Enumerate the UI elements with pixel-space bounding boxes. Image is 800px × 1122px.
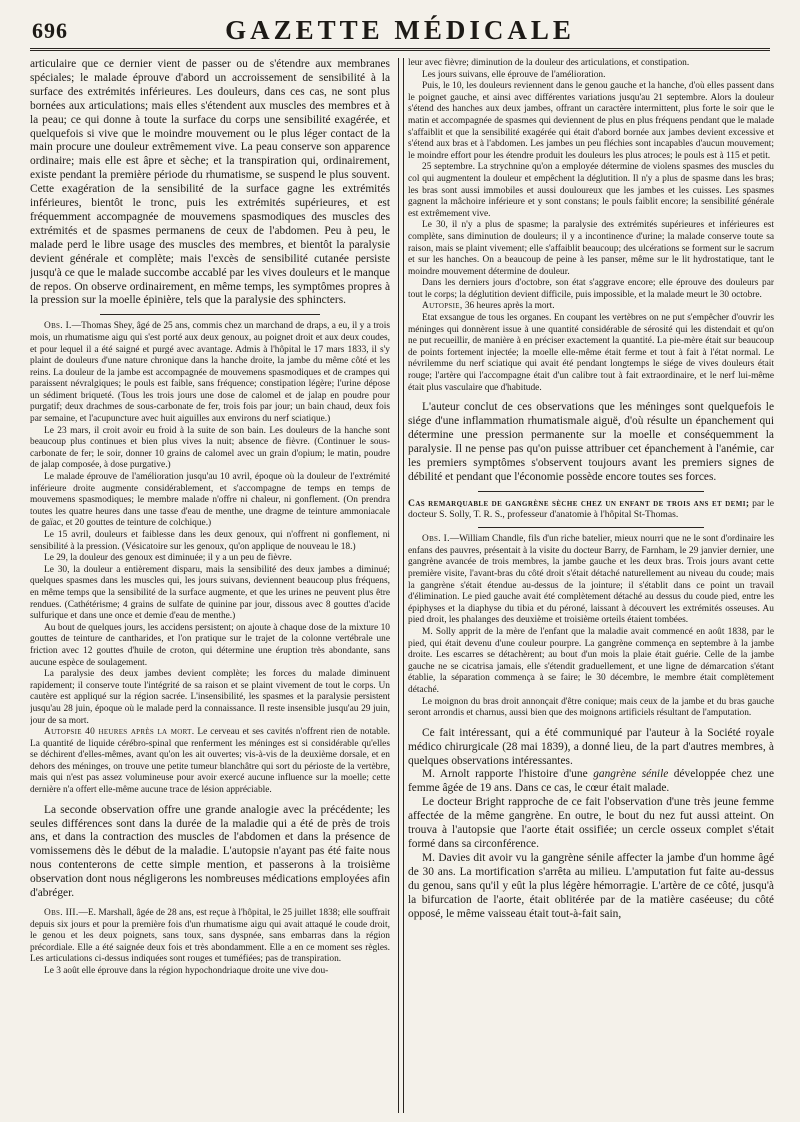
autopsy-label: Autopsie 40 heures après la mort. [44, 727, 195, 738]
autopsy-text: 36 heures après la mort. [462, 301, 555, 312]
observation-3 [30, 908, 390, 966]
observation-text: —E. Marshall, âgée de 28 ans, est reçue à l'hôpital, le 25 juillet 1838; elle souffrait depuis six jours et pour la première fois d'un rhumatisme aigu qui avait attaqué le coude droit, le genou et les deux poignets, sans toux, sans dyspnée, sans embarras dans la région précordiale. Elle a été saignée deux fois et très abondamment. Elle a en ce moment ses règles. Les articulations ci-dessus indiquées sont rouges et tuméfiées; pas de transpiration. [30, 908, 390, 965]
observation-paragraph: Le malade éprouve de l'amélioration jusqu'au 10 avril, époque où la douleur de l'extrémité inférieure droite augmente considérablement, et s'accompagne de temps en temps de mouvemens spasmodiques; le membre malade n'offre ni chaleur, ni gonflement. (On prendra toutes les quatre heures dans une tasse d'eau de menthe, une dragme de teinture ammoniacale de gaïac, et 20 gouttes de teinture de colchique.) [30, 472, 390, 529]
observation-paragraph: La paralysie des deux jambes devient complète; les forces du malade diminuent rapidement; il conserve toute l'intégrité de sa raison et se plaint vivement de tout le corps. Un cautère est appliqué sur la région sacrée. L'insensibilité, les spasmes et la paralysie persistent jusqu'au 28 juin, époque où le malade perd la connaissance. Il reste insensible jusqu'au 29 juin, jour de sa mort. [30, 669, 390, 726]
section-title: Cas remarquable de gangrène sèche chez un enfant de trois ans et demi; [408, 497, 750, 509]
column-divider [398, 58, 404, 1113]
observation-label: Obs. I. [422, 534, 450, 545]
continued-paragraph: leur avec fièvre; diminution de la douleur des articulations, et constipation. [408, 58, 690, 68]
page-header [30, 12, 770, 51]
gangrene-observation-1 [408, 534, 774, 627]
right-column [408, 58, 774, 1116]
emphasized-term: gangrène sénile [593, 768, 669, 781]
observation-label: Obs. I. [44, 321, 72, 332]
conclusion-paragraph: L'auteur conclut de ces observations que les méninges sont quelquefois le siége d'une inflammation rhumatismale aiguë, d'où résulte un épanchement qui détermine une pression permanente sur la moelle et conséquemment la paralysie. Il ne pense pas qu'on puisse attribuer cet épanchement à l'anémie, car les premiers symptômes s'observent toujours avant les premiers signes de débilité et pendant que l'économie possède encore toutes ses forces. [408, 401, 774, 483]
autopsy-text: Le cerveau et ses cavités n'offrent rien de notable. La quantité de liquide cérébro-spinal que renferment les méninges est si considérable qu'elles se déchirent d'elles-mêmes, avant qu'on les ait ouvertes; vis-à-vis de la deuxième dorsale, et en dehors des méninges, on trouve une petite tumeur blanchâtre qui sort du périoste de la vertèbre, mais qui n'est pas assez volumineuse pour avoir exercé aucune influence sur la moelle; cette dernière n'a offert elle-même aucune trace de lésion appréciable. [30, 727, 390, 796]
autopsy-findings: Etat exsangue de tous les organes. En coupant les vertèbres on ne put s'empêcher d'ouvrir les méninges qui donnèrent issue à une quantité considérable de sérosité qui les distendait et qu'on ne put recueillir, de manière à en préciser exactement la quantité. La pie-mère était sur beaucoup de points fortement injectée; la moelle elle-même était ferme et tout à fait à l'état normal. Le névrilemme du nerf sciatique qui avait été pendant longtemps le siége de vives douleurs était rouge; l'artère qui l'accompagne était d'un calibre tout à fait extraordinaire, et le nerf lui-même était plus vasculaire que d'habitude. [408, 313, 774, 393]
observation-paragraph: Le 30, il n'y a plus de spasme; la paralysie des extrémités supérieures et inférieures est complète, sans diminution de douleurs; il y a incontinence d'urine; la malade conserve toute sa raison, mais se plaint vivement; elle s'affaiblit beaucoup; des ulcérations se forment sur le sacrum et sur les hanches. On a beaucoup de peine à les panser, même sur le lit hydrostatique, tant le moindre mouvement détermine de douleur. [408, 220, 774, 277]
observation-paragraph: Dans les derniers jours d'octobre, son état s'aggrave encore; elle éprouve des douleurs par tout le corps; la déglutition devient difficile, puis impossible, et la malade meurt le 30 octobre. [408, 278, 774, 300]
observation-paragraph: 25 septembre. La strychnine qu'on a employée détermine de violens spasmes des muscles du col qui augmentent la douleur et empêchent la déglutition. Il n'y a plus de spasme dans les bras; les bras sont aussi immobiles et aussi douloureux que les jambes et les cuisses. Les spasmes gagnent la mâchoire inférieure et y sont constans; le pouls faiblit encore; la sensibilité générale est extrêmement vive. [408, 162, 774, 219]
observation-paragraph: Le 30, la douleur a entièrement disparu, mais la sensibilité des deux jambes a diminué; quelques spasmes dans les muscles qui, les jours suivans, deviennent beaucoup plus fréquens, en même temps que la sensibilité de la surface augmente, et que les urines ne peuvent plus être rendues. (Cathétérisme; 4 grains de sulfate de quinine par jour, dissous avec 8 gouttes d'acide sulfurique et dans une once et demie d'eau de menthe.) [30, 564, 390, 622]
observation-paragraph: Les jours suivans, elle éprouve de l'amélioration. [422, 69, 606, 80]
section-heading [408, 498, 774, 522]
discussion-paragraph: M. Davies dit avoir vu la gangrène sénile affecter la jambe d'un homme âgé de 30 ans. La mortification s'arrêta au milieu. L'amputation fut faite au-dessus du genou, sans qu'il y eût la plus légère hémorragie. L'artère de ce côté, jusqu'à la bifurcation de l'aorte, était oblitérée par de la matière caséeuse; du côté opposé, le même vaisseau était tout-à-fait sain, [408, 851, 774, 920]
discussion-paragraph: Le docteur Bright rapproche de ce fait l'observation d'une très jeune femme affectée de la même gangrène. En outre, le bout du nez fut aussi atteint. On trouva à l'autopsie que l'aorte était ossifiée; un cercle osseux complet s'était formé dans sa circonférence. [408, 796, 774, 850]
autopsy-paragraph [30, 727, 390, 797]
separator-rule [478, 527, 704, 528]
discussion-paragraph [408, 768, 774, 796]
observation-paragraph: Le 29, la douleur des genoux est diminuée; il y a un peu de fièvre. [44, 553, 292, 564]
observation-paragraph: Puis, le 10, les douleurs reviennent dans le genou gauche et la hanche, d'où elles passent dans le poignet gauche, et ainsi avec différentes variations jusqu'au 21 septembre. Alors la douleur s'étend des hanches aux deux jambes, offrant un caractère intermittent, plus forte le soir que le matin et accompagnée de spasmes qui deviennent de plus en plus fréquens pendant que le malade s'affaiblit et que la sensibilité exagérée qui était d'abord bornée aux jambes devient excessive et s'étend aux bras et à l'abdomen. Les jambes un peu fléchies sont incapables d'aucun mouvement; le moindre effort pour les étendre produit les douleurs les plus atroces; le pouls est à 115 et petit. [408, 81, 774, 161]
observation-text: —William Chandle, fils d'un riche batelier, mieux nourri que ne le sont d'ordinaire les enfans des pauvres, présentait à la visite du docteur Barry, de Farnham, le 29 janvier dernier, une gangrène avancée de trois membres, la jambe gauche et les deux bras. Trois jours avant cette première visite, l'avant-bras du côté droit s'était détaché naturellement au niveau du coude; mais la gangrène s'était étendue au-dessus de la jointure; il s'établit dans ce point un travail d'élimination. Le pied gauche avait été complètement détaché au dessus du coude pied, entre les épiphyses et la diaphyse du tibia et du péroné, laissant à découvert les extrémités osseuses. Au pied droit, les phalanges des deuxième et troisième orteils étaient tombées. [408, 534, 774, 626]
separator-rule [478, 491, 704, 492]
summary-paragraph: La seconde observation offre une grande analogie avec la précédente; les seules différences sont dans la durée de la maladie qui a été de près de trois ans, et dans la contraction des muscles de l'abdomen et dans la présence de vomissemens dès le début de la maladie. L'autopsie n'ayant pas été faite nous nous contenterons de cette simple mention, et passerons à la troisième observation dont nous négligerons les nombreuses médications employées afin d'abréger. [30, 803, 390, 900]
section-byline: par le docteur S. Solly, T. R. S., professeur d'anatomie à l'hôpital St-Thomas. [408, 497, 774, 521]
discussion-text: développée chez une femme âgée de 19 ans. Dans ce cas, le cœur était malade. [408, 768, 774, 795]
observation-label: Obs. III. [44, 908, 79, 918]
observation-paragraph: Le 3 août elle éprouve dans la région hypochondriaque droite une vive dou- [44, 965, 329, 976]
autopsy-paragraph [408, 301, 774, 313]
discussion-text: M. Arnolt rapporte l'histoire d'une [422, 768, 594, 781]
left-column [30, 58, 390, 1116]
observation-paragraph: Au bout de quelques jours, les accidens persistent; on ajoute à chaque dose de la mixture 10 gouttes de teinture de cantharides, et l'on pratique sur le trajet de la colonne vertébrale une friction avec 12 gouttes d'huile de croton, qui détermine une éruption très abondante, sans aucune espèce de soulagement. [30, 622, 390, 668]
page-number: 696 [32, 18, 68, 43]
observation-text: —Thomas Shey, âgé de 25 ans, commis chez un marchand de draps, a eu, il y a trois mois, un rhumatisme aigu qui s'est porté aux deux genoux, au poignet droit et aux deux coudes, et pour lequel il a été saigné et purgé avec avantage. Admis à l'hôpital le 17 mars 1833, il s'y plaint de douleurs d'une nature chronique dans la hanche droite, la jambe du même côté et les reins. La douleur de la jambe est accompagnée de mouvemens spasmodiques et de crampes qui paraissent névralgiques; le pouls est faible, sans fréquence; constipation légère; l'urine dépose un sédiment briqueté. (Tous les trois jours une dose de calomel et de jalap en poudre pour purgatif; deux drachmes de sous-carbonate de fer, trois fois par jour; un bain chaud, deux fois par semaine, et l'acupuncture avec huit aiguilles aux environs du nerf sciatique.) [30, 321, 390, 425]
observation-paragraph: M. Solly apprit de la mère de l'enfant que la maladie avait commencé en août 1838, par le pied, qui était devenu d'une couleur pourpre. La gangrène commença en septembre à la jambe droite. Les escarres se détachèrent; au bout d'un mois la plaie était guérie. Celle de la jambe gauche ne se cicatrisa jamais, elle s'étendit graduellement, et une ligne de démarcation s'étant établie, la séparation commença à se faire; le 30 décembre, le membre était complètement détaché. [408, 627, 774, 695]
observation-paragraph: Le 15 avril, douleurs et faiblesse dans les deux genoux, qui n'offrent ni gonflement, ni sensibilité à la pression. (Vésicatoire sur les genoux, qu'on applique de nouveau le 18.) [30, 530, 390, 552]
discussion-paragraph: Ce fait intéressant, qui a été communiqué par l'auteur à la Société royale médico chirurgicale (28 mai 1839), a donné lieu, de la part d'autres membres, à quelques observations intéressantes. [408, 726, 774, 767]
separator-rule [100, 314, 320, 315]
observation-paragraph: Le 23 mars, il croit avoir eu froid à la suite de son bain. Les douleurs de la hanche sont beaucoup plus continues et bien plus vives la nuit; absence de fièvre. (Continuer le sous-carbonate de fer; le soir, donner 10 grains de calomel avec un grain d'opium; le matin, poudre de jalap composée, à dose purgative.) [30, 425, 390, 471]
autopsy-label: Autopsie, [422, 301, 463, 312]
masthead-title: GAZETTE MÉDICALE [225, 14, 575, 45]
observation-paragraph: Le moignon du bras droit annonçait d'être conique; mais ceux de la jambe et du bras gauche seront arrondis et charnus, aussi bien que des moignons artificiels résultant de l'amputation. [408, 696, 774, 719]
observation-1 [30, 321, 390, 425]
intro-paragraph: articulaire que ce dernier vient de passer ou de s'étendre aux membranes spéciales; le malade éprouve d'abord un accroissement de sensibilité à la surface des extrémités inférieures. Les douleurs, dans ces cas, ne sont plus bornées aux articulations; mais elles s'étendent aux muscles des membres et à la peau; ce qui donne à toute la surface du corps une sensibilité exagérée, et quelquefois si vive que le moindre mouvement ou le plus léger contact de la main procure une douleur extrêmement vive. La peau conserve son apparence ordinaire; mais elle est âpre et sèche; et la transpiration qui, ordinairement, existe pendant la première période du rhumatisme, se suspend le plus souvent. Cette exagération de la sensibilité de la surface gagne les extrémités inférieures, bientôt le tronc, puis les extrémités supérieures, et est fréquemment accompagnée de mouvemens spasmodiques des muscles des extrémités et de spasmes permanens de ceux de l'abdomen. Peu à peu, le malade perd le libre usage des muscles des membres, et bientôt la paralysie devient générale et complète; mais l'excès de sensibilité cutanée persiste jusqu'à ce que le malade succombe accablé par les vives douleurs et le manque de repos. On observe ordinairement, en même temps, les symptômes propres à la pression sur la moelle épinière, tels que la paralysie des sphincters. [30, 58, 390, 307]
